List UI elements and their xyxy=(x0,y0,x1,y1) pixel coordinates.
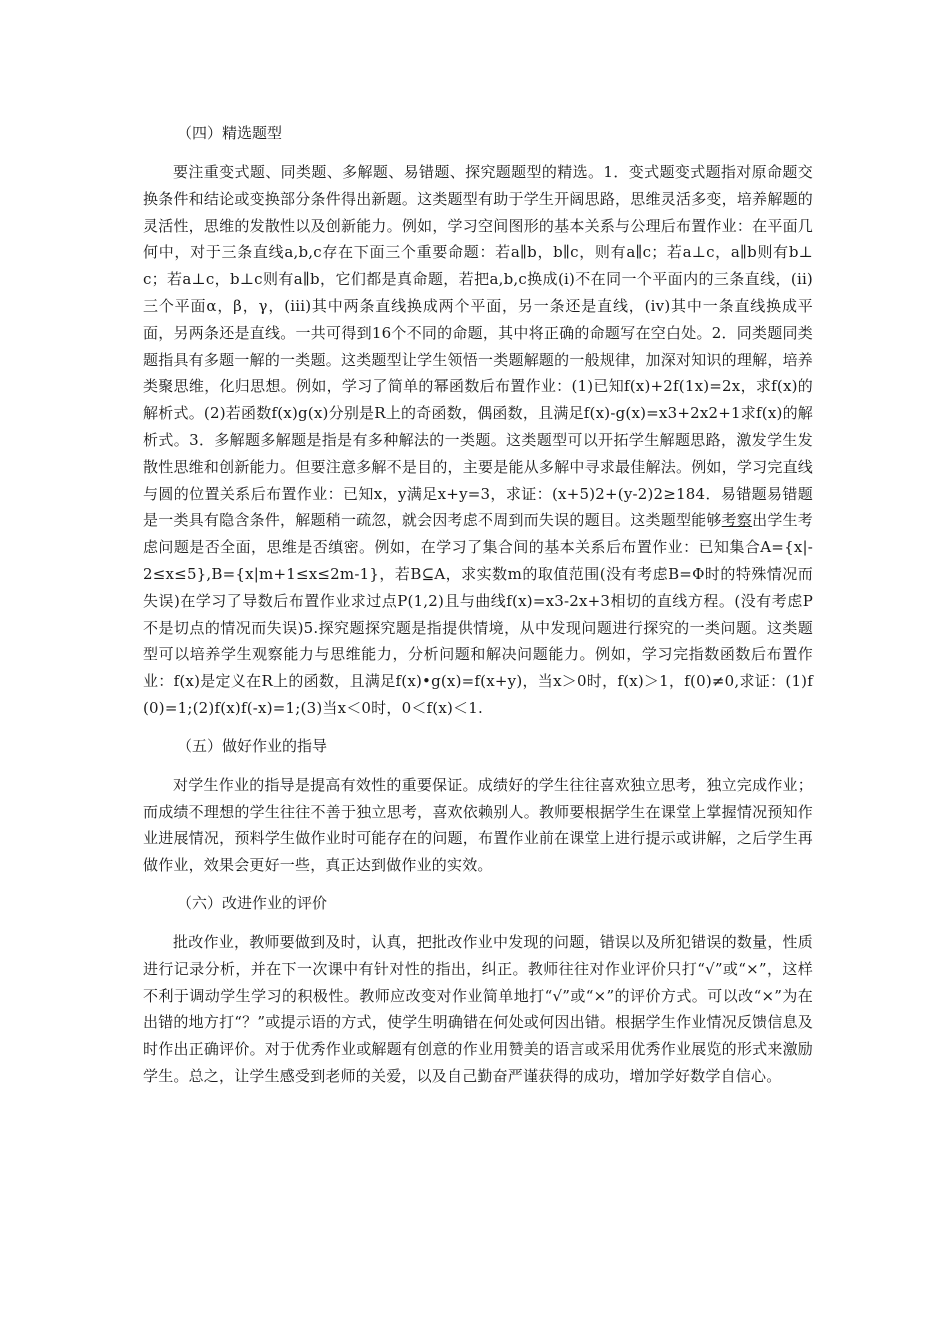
section-heading-homework-evaluation: （六）改进作业的评价 xyxy=(177,893,328,912)
section-paragraph-homework-evaluation: 批改作业，教师要做到及时，认真，把批改作业中发现的问题，错误以及所犯错误的数量，性质进行记录分析，并在下一次课中有针对性的指出，纠正。教师往往对作业评价只打“√”或“×”，这样不利于调动学生学习的积极性。教师应改变对作业简单地打“√”或“×”的评价方式。可以改“×”为在出错的地方打“？”或提示语的方式，使学生明确错在何处或何因出错。根据学生作业情况反馈信息及时作出正确评价。对于优秀作业或解题有创意的作业用赞美的语言或采用优秀作业展览的形式来激励学生。总之，让学生感受到老师的关爱，以及自己勤奋严谨获得的成功，增加学好数学自信心。 xyxy=(143,932,813,1085)
paragraph-text: 出学生考虑问题是否全面，思维是否缜密。例如，在学习了集合间的基本关系后布置作业：已知集合A={x|-2≤x≤5},B={x|m+1≤x≤2m-1}，若B⊆A，求实数m的取值范围(没有考虑B=Φ时的特殊情况而失误)在学习了导数后布置作业求过点P(1,2)且与曲线f(x)=x3-2x+3相切的直线方程。(没有考虑P不是切点的情况而失误)5.探究题探究题是指提供情境，从中发现问题进行探究的一类问题。这类题型可以培养学生观察能力与思维能力，分析问题和解决问题能力。例如，学习完指数函数后布置作业：f(x)是定义在R上的函数，且满足f(x)•g(x)=f(x+y)，当x＞0时，f(x)＞1，f(0)≠0,求证：(1)f(0)=1;(2)f(x)f(-x)=1;(3)当x＜0时，0＜f(x)＜1. xyxy=(143,511,813,717)
section-paragraph-homework-guidance: 对学生作业的指导是提高有效性的重要保证。成绩好的学生往往喜欢独立思考，独立完成作业；而成绩不理想的学生往往不善于独立思考，喜欢依赖别人。教师要根据学生在课堂上掌握情况预知作业进展情况，预料学生做作业时可能存在的问题，布置作业前在课堂上进行提示或讲解，之后学生再做作业，效果会更好一些，真正达到做作业的实效。 xyxy=(143,775,813,875)
section-paragraph-selected-question-types xyxy=(143,159,813,722)
paragraph-text: 要注重变式题、同类题、多解题、易错题、探究题题型的精选。1．变式题变式题指对原命题交换条件和结论或变换部分条件得出新题。这类题型有助于学生开阔思路，思维灵活多变，培养解题的灵活性，思维的发散性以及创新能力。例如，学习空间图形的基本关系与公理后布置作业：在平面几何中，对于三条直线a,b,c存在下面三个重要命题：若a∥b，b∥c，则有a∥c；若a⊥c，a∥b则有b⊥c；若a⊥c，b⊥c则有a∥b，它们都是真命题，若把a,b,c换成(i)不在同一个平面内的三条直线，(ii)三个平面α，β，γ，(iii)其中两条直线换成两个平面，另一条还是直线，(iv)其中一条直线换成平面，另两条还是直线。一共可得到16个不同的命题，其中将正确的命题写在空白处。2．同类题同类题指具有多题一解的一类题。这类题型让学生领悟一类题解题的一般规律，加深对知识的理解，培养类聚思维，化归思想。例如，学习了简单的幂函数后布置作业：(1)已知f(x)+2f(1x)=2x，求f(x)的解析式。(2)若函数f(x)g(x)分别是R上的奇函数，偶函数，且满足f(x)-g(x)=x3+2x2+1求f(x)的解析式。3．多解题多解题是指是有多种解法的一类题。这类题型可以开拓学生解题思路，激发学生发散性思维和创新能力。但要注意多解不是目的，主要是能从多解中寻求最佳解法。例如，学习完直线与圆的位置关系后布置作业：已知x，y满足x+y=3，求证：(x+5)2+(y-2)2≥184．易错题易错题是一类具有隐含条件，解题稍一疏忽，就会因考虑不周到而失误的题目。这类题型能够 xyxy=(143,163,813,530)
underlined-term: 考察 xyxy=(721,511,753,530)
document-body xyxy=(143,121,813,1104)
section-heading-selected-question-types: （四）精选题型 xyxy=(177,124,283,142)
section-heading-homework-guidance: （五）做好作业的指导 xyxy=(177,736,328,755)
